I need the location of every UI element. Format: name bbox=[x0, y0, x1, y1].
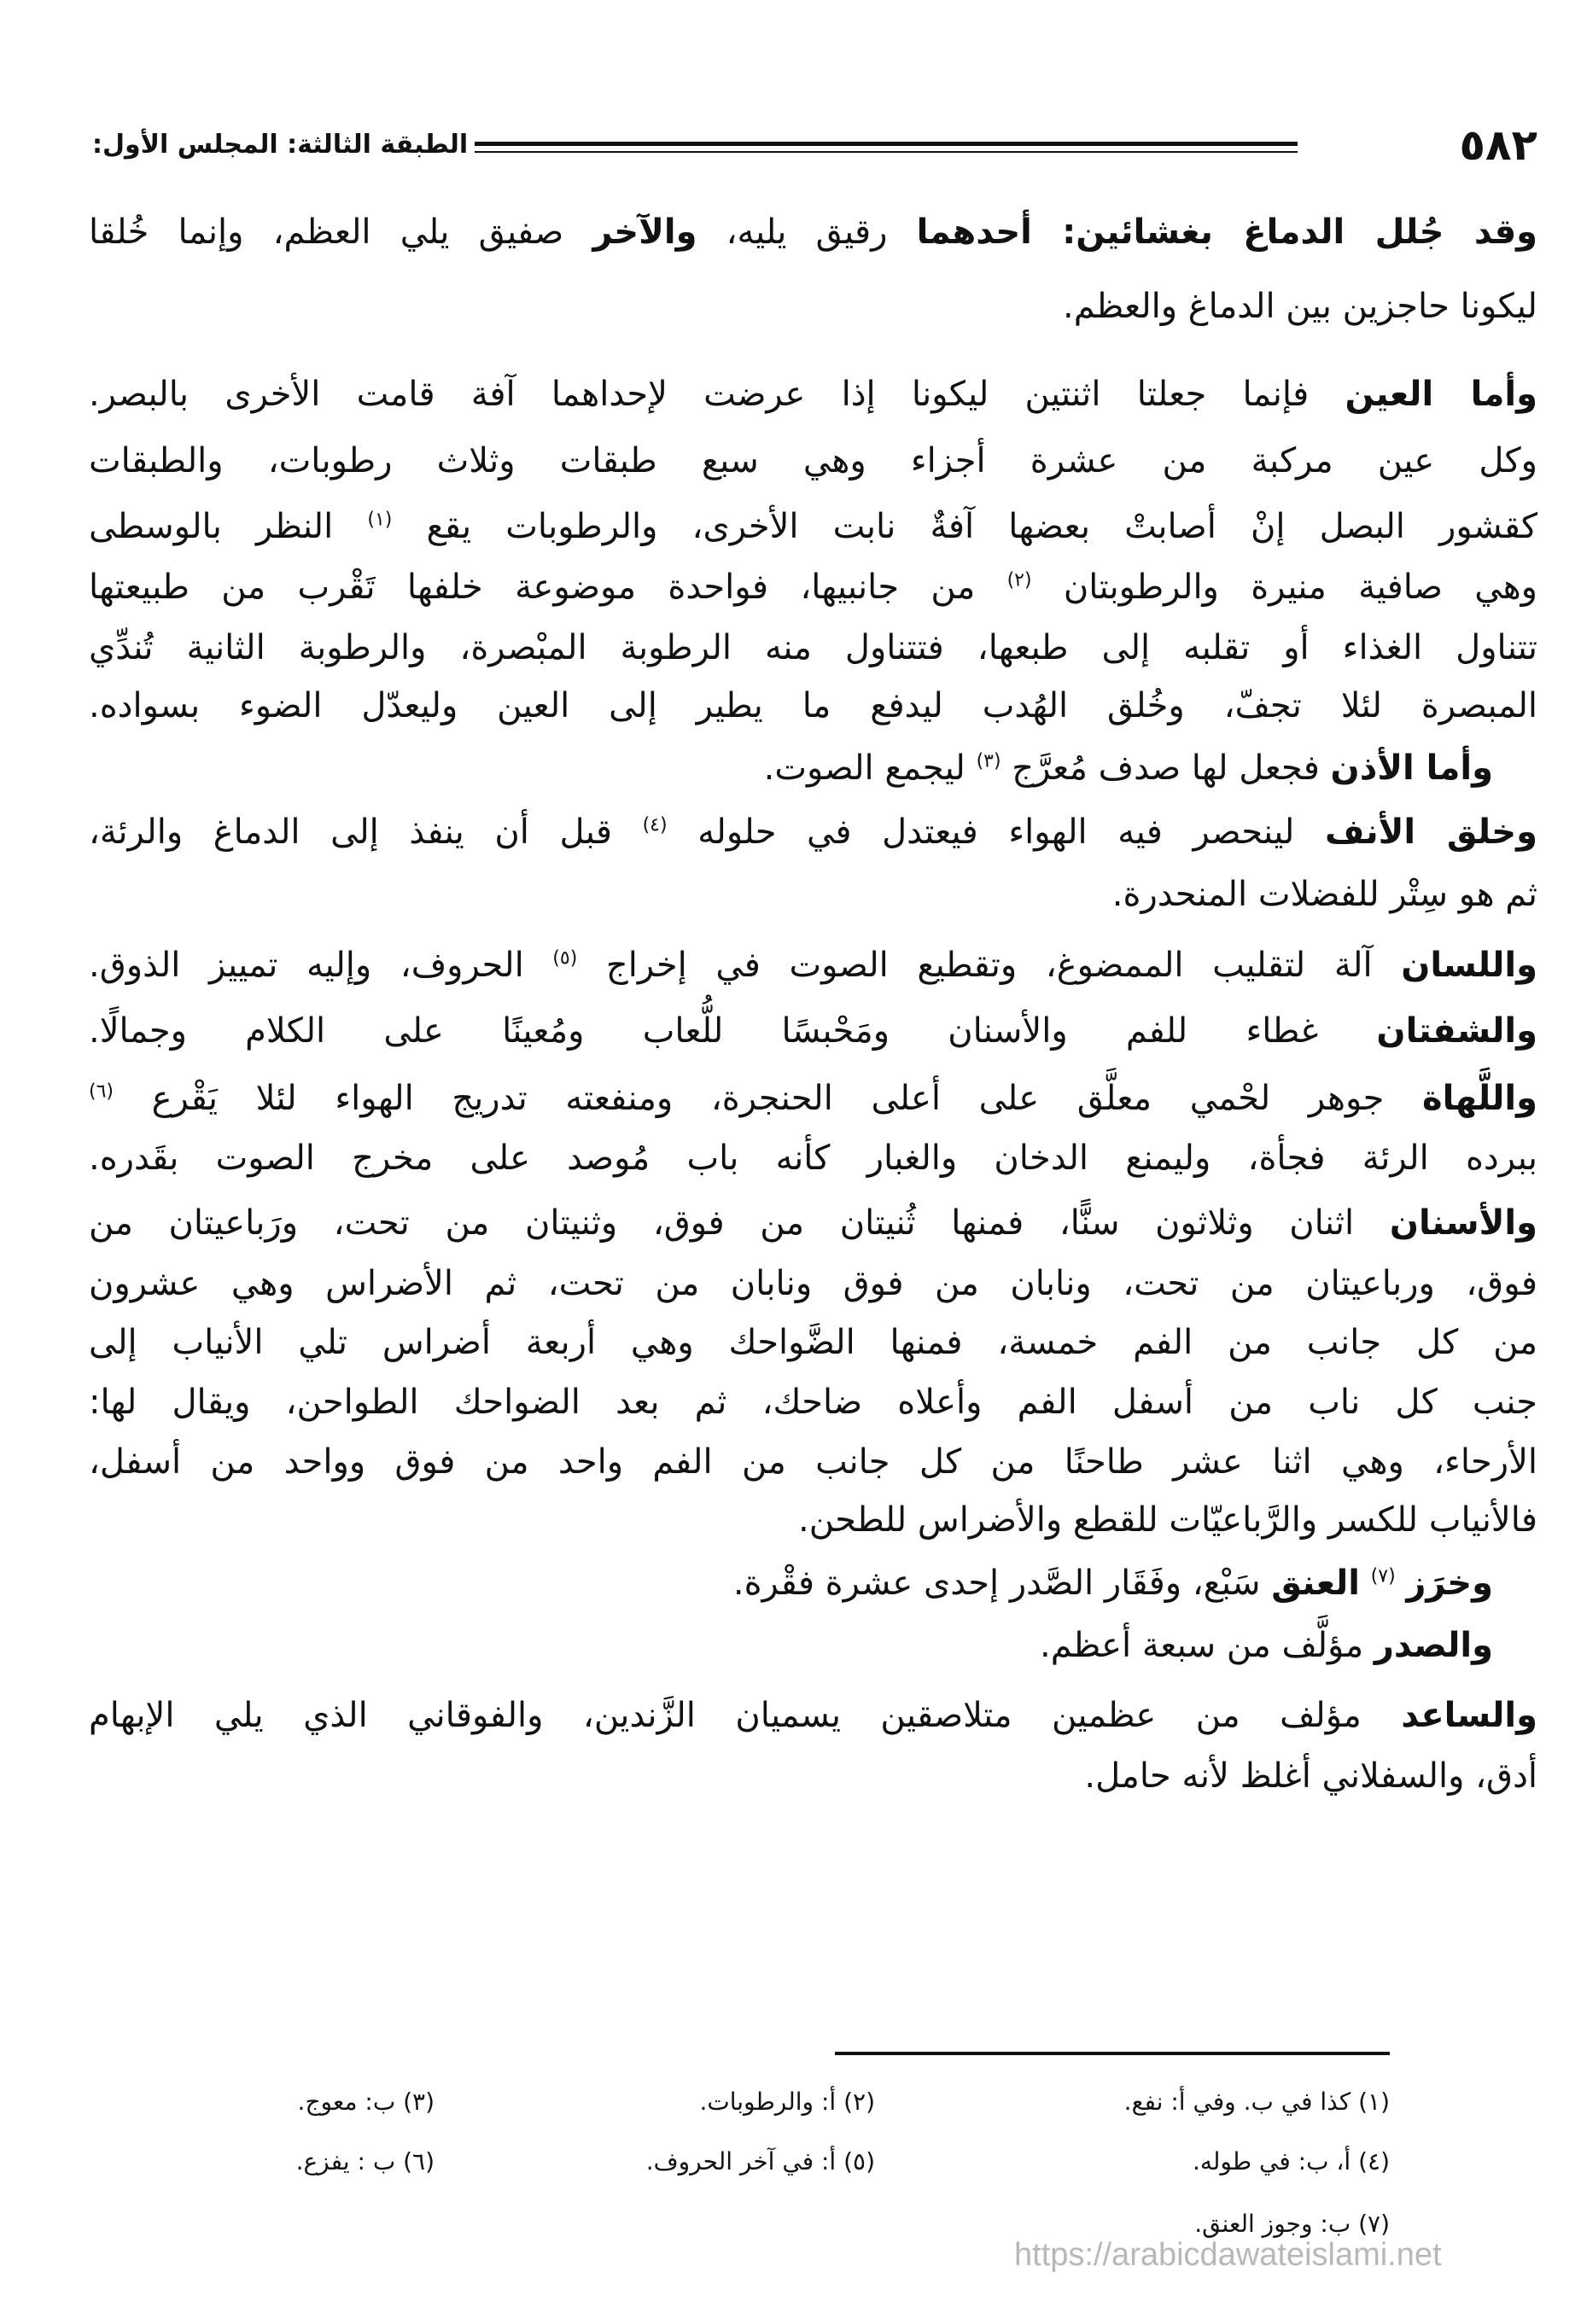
text-run: كقشور البصل إنْ أصابتْ بعضها آفةٌ نابت الأخرى، والرطوبات يقع bbox=[392, 507, 1537, 546]
body-line bbox=[89, 1752, 1537, 1800]
text-run: فالأنياب للكسر والرَّباعيّات للقطع والأضراس للطحن. bbox=[797, 1500, 1537, 1540]
text-run: قبل أن ينفذ إلى الدماغ والرئة، bbox=[89, 813, 643, 852]
body-line bbox=[89, 744, 1493, 792]
bold-term: واللسان bbox=[1401, 946, 1537, 985]
body-line bbox=[89, 1438, 1537, 1486]
footnote-divider bbox=[835, 2052, 1390, 2055]
footnote-marker[interactable]: (٢) bbox=[1006, 569, 1032, 591]
bold-term: وخرَز bbox=[1406, 1564, 1493, 1603]
text-run: غطاء للفم والأسنان ومَحْبسًا للُّعاب ومُعينًا على الكلام وجمالًا. bbox=[89, 1011, 1377, 1051]
text-run: ليجمع الصوت. bbox=[763, 748, 977, 788]
body-line bbox=[89, 370, 1537, 418]
text-run: جنب كل ناب من أسفل الفم وأعلاه ضاحك، ثم بعد الضواحك الطواحن، ويقال لها: bbox=[89, 1383, 1537, 1422]
text-run: مؤلَّف من سبعة أعظم. bbox=[1039, 1626, 1374, 1665]
footnote: (٤) أ، ب: في طوله. bbox=[1192, 2147, 1390, 2175]
bold-term: وقد جُلل الدماغ بغشائين: أحدهما bbox=[916, 213, 1537, 252]
bold-term: واللَّهاة bbox=[1422, 1079, 1537, 1118]
body-line bbox=[89, 1378, 1537, 1426]
footnote-marker[interactable]: (٥) bbox=[552, 947, 578, 970]
body-line bbox=[89, 1199, 1537, 1247]
body-line bbox=[89, 1260, 1537, 1308]
footnote: (١) كذا في ب. وفي أ: نفع. bbox=[1123, 2088, 1390, 2116]
body-line bbox=[89, 1007, 1537, 1055]
footnote: (٣) ب: معوج. bbox=[297, 2088, 435, 2116]
watermark-url: https://arabicdawateislami.net bbox=[1014, 2237, 1442, 2273]
body-line bbox=[89, 437, 1537, 485]
text-run: المبصرة لئلا تجفّ، وخُلق الهُدب ليدفع ما يطير إلى العين وليعدّل الضوء بسواده. bbox=[89, 686, 1537, 725]
body-line bbox=[89, 682, 1537, 730]
page-number: ٥٨٢ bbox=[1459, 120, 1537, 170]
bold-term: والأسنان bbox=[1389, 1203, 1537, 1243]
bold-term: وخلق الأنف bbox=[1324, 813, 1538, 852]
footnote: (٢) أ: والرطوبات. bbox=[699, 2088, 875, 2116]
text-run bbox=[1396, 1564, 1407, 1603]
text-run: ثم هو سِتْر للفضلات المنحدرة. bbox=[1111, 875, 1537, 914]
text-run: آلة لتقليب الممضوغ، وتقطيع الصوت في إخراج bbox=[577, 946, 1402, 985]
text-run: فجعل لها صدف مُعرَّج bbox=[1001, 748, 1331, 788]
text-run: مؤلف من عظمين متلاصقين يسميان الزَّندين، والفوقاني الذي يلي الإبهام bbox=[89, 1696, 1402, 1735]
body-line bbox=[89, 1319, 1537, 1366]
text-run: أدق، والسفلاني أغلظ لأنه حامل. bbox=[1084, 1756, 1537, 1796]
footnote-marker[interactable]: (١) bbox=[367, 509, 393, 531]
bold-term: وأما العين bbox=[1345, 375, 1537, 414]
text-run: النظر بالوسطى bbox=[89, 507, 368, 546]
body-line bbox=[89, 1692, 1537, 1739]
text-run: تتناول الغذاء أو تقلبه إلى طبعها، فتتناول منه الرطوبة المبْصرة، والرطوبة الثانية تُندِّي bbox=[89, 628, 1537, 667]
text-run: اثنان وثلاثون سنًّا، فمنها ثُنيتان من فوق، وثنيتان من تحت، ورَباعيتان من bbox=[89, 1203, 1390, 1243]
body-line bbox=[89, 1496, 1537, 1544]
body-line bbox=[89, 624, 1537, 672]
text-run: الأرحاء، وهي اثنا عشر طاحنًا من كل جانب من الفم واحد من فوق وواحد من أسفل، bbox=[89, 1442, 1537, 1482]
text-run: سَبْع، وفَقَار الصَّدر إحدى عشرة فقْرة. bbox=[732, 1564, 1272, 1603]
header-rule bbox=[475, 142, 1298, 153]
text-run: ليكونا حاجزين بين الدماغ والعظم. bbox=[1063, 287, 1537, 326]
text-run bbox=[1360, 1564, 1371, 1603]
text-run: من جانبيها، فواحدة موضوعة خلفها تَقْرب من طبيعتها bbox=[89, 568, 1007, 607]
bold-term: والصدر bbox=[1374, 1626, 1493, 1665]
bold-term: العنق bbox=[1271, 1564, 1360, 1603]
text-run: لينحصر فيه الهواء فيعتدل في حلوله bbox=[667, 813, 1325, 852]
text-run: وهي صافية منيرة والرطوبتان bbox=[1031, 568, 1537, 607]
footnote: (٧) ب: وجوز العنق. bbox=[1194, 2210, 1390, 2238]
bold-term: والشفتان bbox=[1376, 1011, 1537, 1051]
body-line bbox=[89, 1559, 1493, 1607]
footnote-marker[interactable]: (٤) bbox=[642, 814, 668, 836]
body-line bbox=[89, 282, 1537, 330]
body-line bbox=[89, 503, 1537, 550]
body-line bbox=[89, 871, 1537, 918]
footnote: (٦) ب : يفزع. bbox=[295, 2147, 435, 2175]
body-line bbox=[89, 563, 1537, 611]
footnote-marker[interactable]: (٧) bbox=[1370, 1565, 1396, 1587]
bold-term: وأما الأذن bbox=[1330, 748, 1493, 788]
body-line bbox=[89, 941, 1537, 989]
text-run: صفيق يلي العظم، وإنما خُلقا bbox=[89, 213, 593, 252]
text-run: رقيق يليه، bbox=[697, 213, 917, 252]
footnote: (٥) أ: في آخر الحروف. bbox=[645, 2147, 875, 2175]
text-run: ببرده الرئة فجأة، وليمنع الدخان والغبار كأنه باب مُوصد على مخرج الصوت بقَدره. bbox=[89, 1139, 1537, 1178]
footnote-marker[interactable]: (٦) bbox=[89, 1080, 114, 1103]
footnote-marker[interactable]: (٣) bbox=[976, 750, 1001, 772]
body-line bbox=[89, 1622, 1493, 1669]
text-run: وكل عين مركبة من عشرة أجزاء وهي سبع طبقات وثلاث رطوبات، والطبقات bbox=[89, 441, 1537, 481]
body-line bbox=[89, 208, 1537, 256]
body-line bbox=[89, 1134, 1537, 1182]
text-run: فوق، ورباعيتان من تحت، ونابان من فوق ونابان من تحت، ثم الأضراس وهي عشرون bbox=[89, 1264, 1537, 1303]
bold-term: والآخر bbox=[592, 213, 697, 252]
text-run: من كل جانب من الفم خمسة، فمنها الضَّواحك وهي أربعة أضراس تلي الأنياب إلى bbox=[89, 1323, 1537, 1362]
body-line bbox=[89, 1075, 1537, 1122]
running-header-title: الطبقة الثالثة: المجلس الأول: bbox=[92, 130, 469, 160]
text-run: جوهر لحْمي معلَّق على أعلى الحنجرة، ومنفعته تدريج الهواء لئلا يَقْرع bbox=[114, 1079, 1423, 1118]
text-run: فإنما جعلتا اثنتين ليكونا إذا عرضت لإحداهما آفة قامت الأخرى بالبصر. bbox=[89, 375, 1345, 414]
body-line bbox=[89, 808, 1537, 856]
bold-term: والساعد bbox=[1401, 1696, 1537, 1735]
text-run: الحروف، وإليه تمييز الذوق. bbox=[89, 946, 553, 985]
